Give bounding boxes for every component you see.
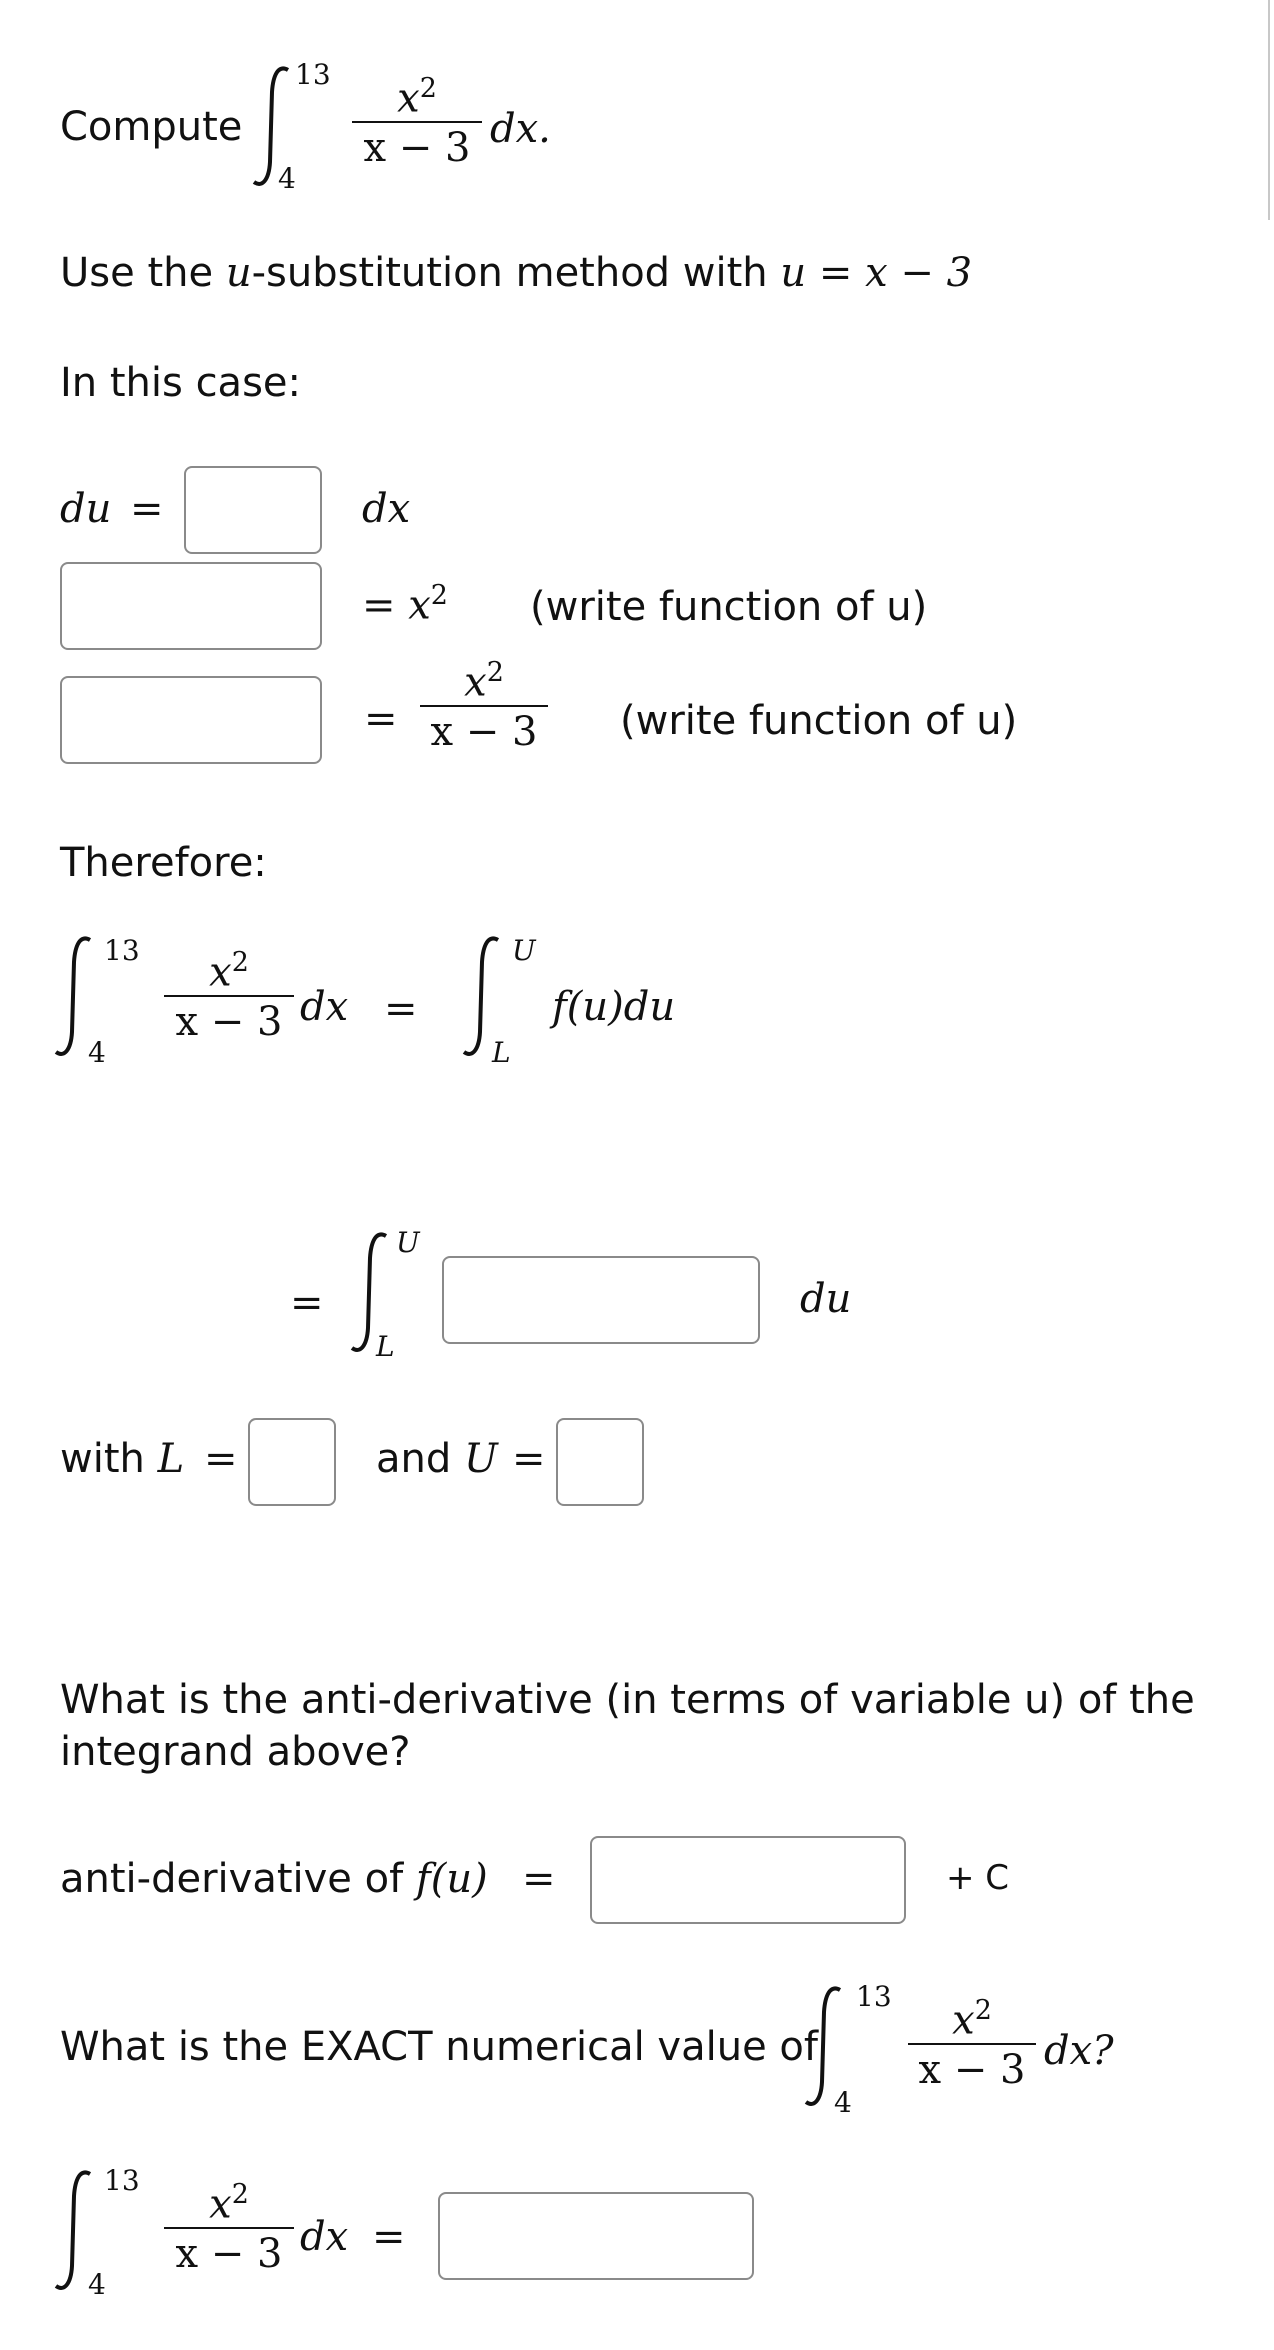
final-dx: dx — [300, 2214, 349, 2260]
instruction-line — [60, 250, 972, 296]
antiderivative-input[interactable] — [590, 1836, 906, 1924]
exact-den: x − 3 — [918, 2047, 1026, 2094]
antiderivative-prefix: anti-derivative of — [60, 1856, 416, 1902]
row3-num-exp: 2 — [486, 657, 504, 688]
du-equals: = — [130, 486, 164, 532]
compute-label: Compute — [60, 104, 243, 150]
L-equals: = — [204, 1436, 238, 1482]
therefore-fraction — [164, 940, 294, 1047]
header-num-exp: 2 — [419, 73, 437, 104]
instruction-prefix: Use the — [60, 250, 226, 296]
row2-hint: (write function of u) — [530, 584, 928, 630]
exact-dx: dx? — [1044, 2028, 1114, 2074]
therefore-den: x − 3 — [175, 999, 283, 1046]
instruction-var: u — [225, 250, 252, 296]
row3-fraction — [420, 650, 548, 757]
therefore-upper-limit: 13 — [104, 934, 140, 967]
limits-line — [60, 1436, 184, 1482]
exact-num-exp: 2 — [974, 1995, 992, 2026]
row3-den: x − 3 — [430, 709, 538, 756]
row2-rhs — [362, 580, 448, 628]
upper-limit-input[interactable] — [556, 1418, 644, 1506]
instruction-middle: -substitution method with — [251, 250, 781, 296]
second-equals: = — [290, 1280, 324, 1326]
header-upper-limit: 13 — [295, 58, 331, 91]
therefore-equals: = — [384, 986, 418, 1032]
header-lower-limit: 4 — [278, 162, 296, 195]
second-du: du — [800, 1276, 852, 1322]
final-lower-limit: 4 — [88, 2268, 106, 2301]
U-var: U — [463, 1436, 498, 1482]
L-var: L — [157, 1436, 185, 1482]
header-dx: dx. — [490, 106, 551, 152]
final-answer-input[interactable] — [438, 2192, 754, 2280]
antiderivative-func: f(u) — [415, 1856, 488, 1902]
therefore-integrand: f(u)du — [552, 984, 676, 1030]
row3-hint: (write function of u) — [620, 698, 1018, 744]
du-label: du — [60, 486, 112, 532]
therefore-lower-l: L — [492, 1036, 511, 1069]
antiderivative-label — [60, 1856, 488, 1902]
therefore-label: Therefore: — [60, 840, 267, 886]
header-den: x − 3 — [363, 125, 471, 172]
exact-fraction — [908, 1988, 1036, 2095]
integrand-input[interactable] — [442, 1256, 760, 1344]
u-expression-input-2[interactable] — [60, 676, 322, 764]
exact-question: What is the EXACT numerical value of — [60, 2024, 818, 2070]
final-upper-limit: 13 — [104, 2164, 140, 2197]
second-lower-l: L — [376, 1330, 395, 1363]
therefore-upper-u: U — [512, 934, 536, 967]
row3-num-var: x — [464, 659, 487, 706]
lower-limit-input[interactable] — [248, 1418, 336, 1506]
final-num-var: x — [209, 2181, 232, 2228]
therefore-dx: dx — [300, 984, 349, 1030]
therefore-num-var: x — [209, 949, 232, 996]
U-equals: = — [512, 1436, 546, 1482]
du-input[interactable] — [184, 466, 322, 554]
exact-upper-limit: 13 — [856, 1980, 892, 2013]
header-num-var: x — [397, 75, 420, 122]
header-fraction — [352, 66, 482, 173]
in-this-case-label: In this case: — [60, 360, 301, 406]
with-label: with — [60, 1436, 158, 1482]
scrollbar-edge[interactable] — [1268, 0, 1270, 220]
antiderivative-question: What is the anti-derivative (in terms of variable u) of the integrand above? — [60, 1677, 1195, 1775]
and-line — [376, 1436, 498, 1482]
row2-rhs-var: = x — [362, 582, 431, 629]
final-equals: = — [372, 2214, 406, 2260]
row3-equals: = — [364, 696, 398, 742]
final-den: x − 3 — [175, 2231, 283, 2278]
final-fraction — [164, 2172, 294, 2279]
u-expression-input-1[interactable] — [60, 562, 322, 650]
therefore-lower-limit: 4 — [88, 1036, 106, 1069]
final-num-exp: 2 — [231, 2179, 249, 2210]
therefore-num-exp: 2 — [231, 947, 249, 978]
dx-label: dx — [362, 486, 411, 532]
antiderivative-equals: = — [522, 1856, 556, 1902]
exact-num-var: x — [952, 1997, 975, 2044]
exact-lower-limit: 4 — [834, 2086, 852, 2119]
row2-exp: 2 — [430, 580, 448, 611]
instruction-equation: u = x − 3 — [780, 250, 973, 296]
and-label: and — [376, 1436, 464, 1482]
plus-c-label: + C — [946, 1858, 1010, 1898]
second-upper-u: U — [396, 1226, 420, 1259]
